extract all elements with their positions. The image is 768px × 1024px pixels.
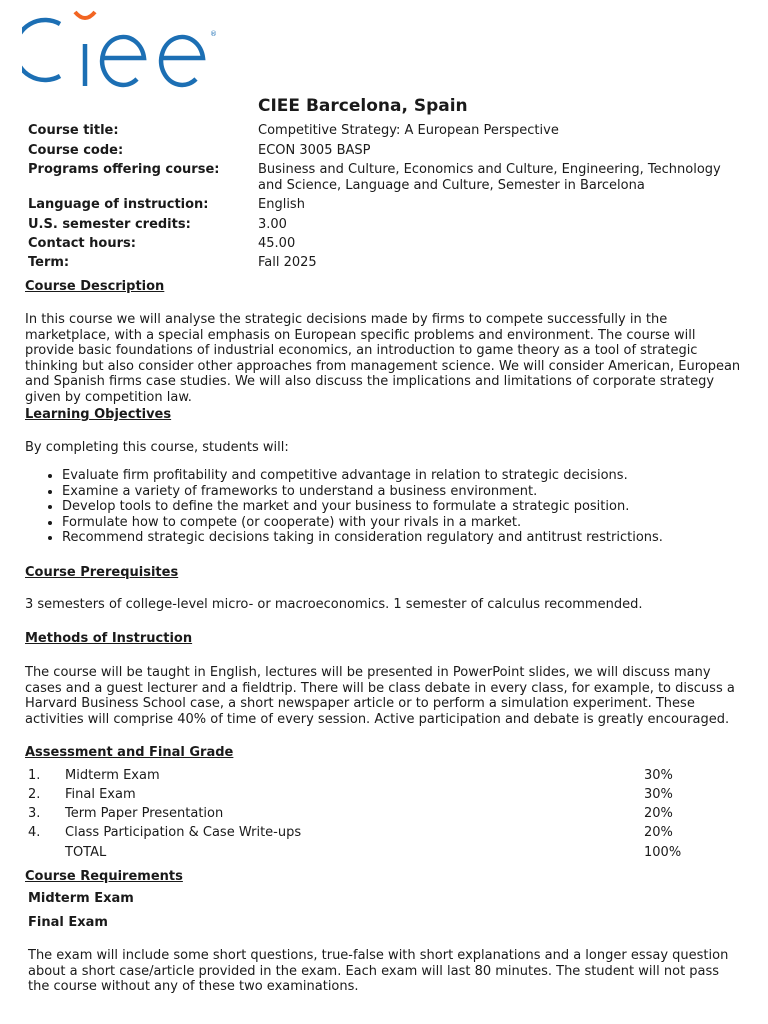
learning-objectives-list — [25, 468, 752, 546]
midterm-exam-heading: Midterm Exam — [28, 891, 134, 906]
info-label: Programs offering course: — [28, 162, 220, 177]
info-value: Fall 2025 — [258, 255, 317, 270]
info-label: Course code: — [28, 143, 124, 158]
info-value: Competitive Strategy: A European Perspective — [258, 123, 559, 138]
list-item: • Evaluate firm profitability and competitive advantage in relation to strategic decisions. — [62, 468, 752, 484]
info-label: Term: — [28, 255, 70, 270]
list-item: • Formulate how to compete (or cooperate) with your rivals in a market. — [62, 515, 752, 531]
course-description-text: In this course we will analyse the strategic decisions made by firms to compete successfully in the marketplace, with a special emphasis on European specific problems and environment. The course will provide basic foundations of industrial economics, an introduction to game theory as a tool of strategic thinking but also consider other approaches from management science. We will consider American, European and Spanish firms case studies. We will also discuss the implications and limitations of corporate strategy given by competition law. — [25, 312, 741, 405]
assessment-number: 3. — [28, 806, 41, 821]
requirements-heading: Course Requirements — [25, 869, 183, 884]
info-value: Business and Culture, Economics and Culture, Engineering, Technology and Science, Language and Culture, Semester in Barcelona — [258, 162, 721, 193]
assessment-percent: 30% — [644, 787, 673, 802]
info-value: ECON 3005 BASP — [258, 143, 371, 158]
assessment-name: TOTAL — [65, 845, 107, 860]
assessment-row — [28, 806, 728, 825]
methods-heading: Methods of Instruction — [25, 631, 193, 646]
learning-objectives-heading: Learning Objectives — [25, 407, 172, 422]
prerequisites-text: 3 semesters of college-level micro- or macroeconomics. 1 semester of calculus recommended. — [25, 597, 643, 612]
assessment-name: Term Paper Presentation — [65, 806, 224, 821]
prerequisites-heading: Course Prerequisites — [25, 565, 179, 580]
svg-text:®: ® — [210, 30, 217, 38]
assessment-percent: 20% — [644, 806, 673, 821]
info-value: 3.00 — [258, 217, 287, 232]
assessment-name: Class Participation & Case Write-ups — [65, 825, 302, 840]
assessment-name: Final Exam — [65, 787, 136, 802]
learning-objectives-intro: By completing this course, students will: — [25, 440, 289, 455]
requirements-text: The exam will include some short questions, true-false with short explanations and a longer essay question about a short case/article provided in the exam. Each exam will last 80 minutes. The student will not pass the course without any of these two examinations. — [28, 948, 729, 994]
info-label: Language of instruction: — [28, 197, 209, 212]
assessment-total-row — [28, 845, 728, 864]
assessment-number: 1. — [28, 768, 41, 783]
list-item: • Develop tools to define the market and your business to formulate a strategic position. — [62, 499, 752, 515]
assessment-row — [28, 768, 728, 787]
assessment-percent: 30% — [644, 768, 673, 783]
assessment-percent: 20% — [644, 825, 673, 840]
assessment-number: 4. — [28, 825, 41, 840]
info-label: Course title: — [28, 123, 119, 138]
info-label: Contact hours: — [28, 236, 136, 251]
final-exam-heading: Final Exam — [28, 915, 108, 930]
assessment-row — [28, 787, 728, 806]
assessment-number: 2. — [28, 787, 41, 802]
assessment-percent: 100% — [644, 845, 682, 860]
list-item: • Examine a variety of frameworks to understand a business environment. — [62, 484, 752, 500]
info-label: U.S. semester credits: — [28, 217, 191, 232]
assessment-row — [28, 825, 728, 844]
info-value: English — [258, 197, 305, 212]
course-description-heading: Course Description — [25, 279, 165, 294]
ciee-logo — [22, 6, 222, 90]
assessment-name: Midterm Exam — [65, 768, 160, 783]
assessment-heading: Assessment and Final Grade — [25, 745, 234, 760]
info-value: 45.00 — [258, 236, 296, 251]
list-item: • Recommend strategic decisions taking in consideration regulatory and antitrust restrictions. — [62, 530, 752, 546]
methods-text: The course will be taught in English, lectures will be presented in PowerPoint slides, we will discuss many cases and a guest lecturer and a fieldtrip. There will be class debate in every class, for example, to discuss a Harvard Business School case, a short newspaper article or to perform a simulation experiment. These activities will comprise 40% of time of every session. Active participation and debate is greatly encouraged. — [25, 665, 735, 727]
page-title: CIEE Barcelona, Spain — [258, 96, 468, 116]
